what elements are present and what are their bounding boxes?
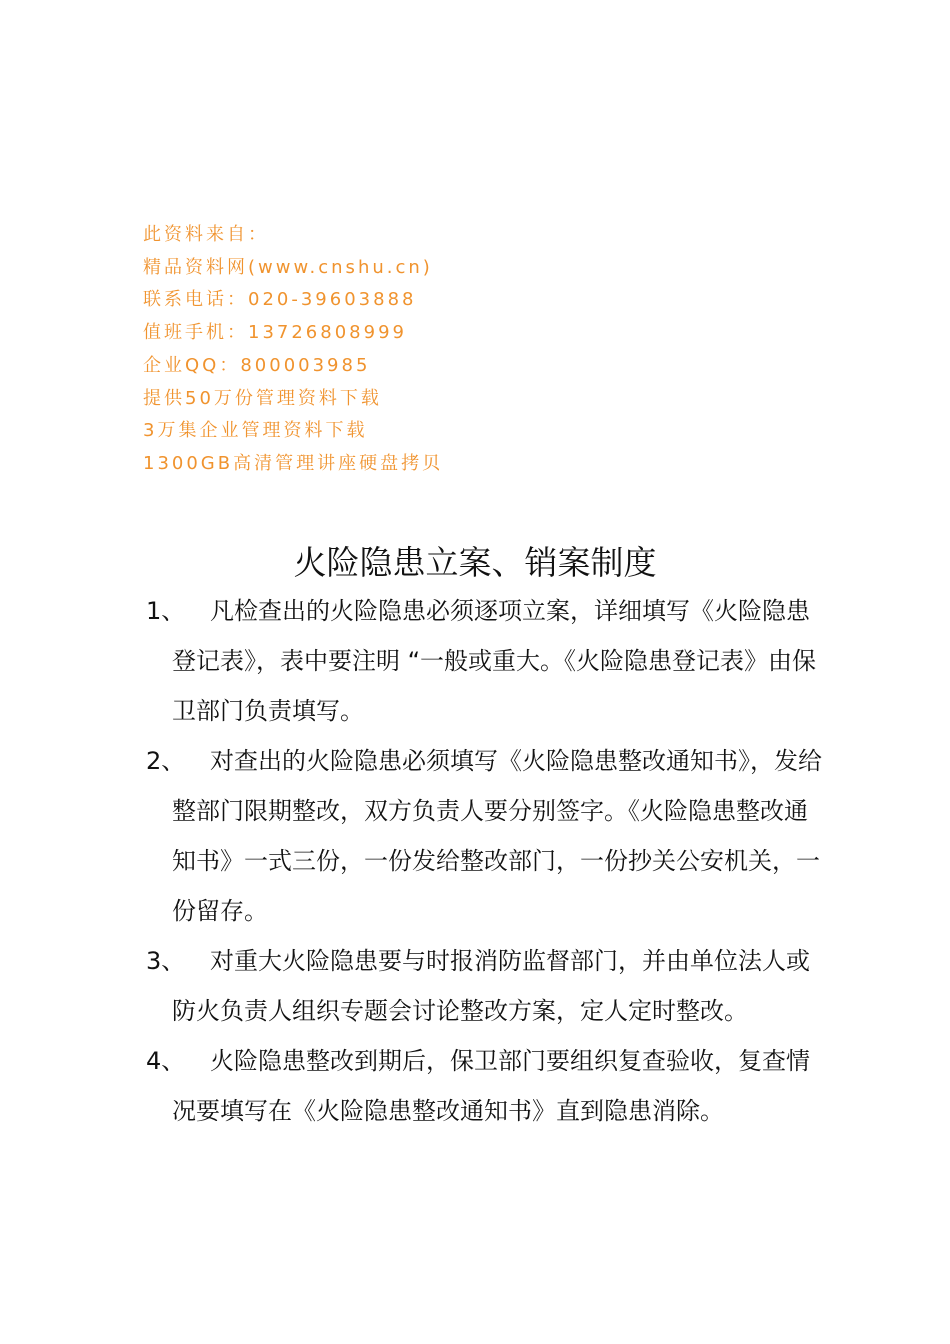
rule-item <box>143 736 823 936</box>
rule-number: 1、 <box>146 597 186 625</box>
source-line: 3万集企业管理资料下载 <box>143 420 368 442</box>
source-line: 1300GB高清管理讲座硬盘拷贝 <box>143 452 444 474</box>
source-line: 此资料来自： <box>143 224 269 245</box>
source-line: 联系电话：020-39603888 <box>143 289 417 311</box>
rule-text: 凡检查出的火险隐患必须逐项立案，详细填写《火险隐患登记表》，表中要注明 “一般或重大。《火险隐患登记表》由保卫部门负责填写。 <box>172 597 817 725</box>
rule-list <box>143 586 823 1136</box>
source-line: 值班手机：13726808999 <box>143 322 407 344</box>
rule-text: 对重大火险隐患要与时报消防监督部门，并由单位法人或防火负责人组织专题会讨论整改方案，定人定时整改。 <box>172 947 810 1025</box>
source-info-block <box>143 219 663 481</box>
document-title: 火险隐患立案、销案制度 <box>293 543 657 582</box>
rule-item <box>143 586 823 736</box>
rule-item <box>143 1036 823 1136</box>
rule-text: 火险隐患整改到期后，保卫部门要组织复查验收，复查情况要填写在《火险隐患整改通知书》直到隐患消除。 <box>172 1047 810 1125</box>
source-line: 精品资料网(www.cnshu.cn) <box>143 256 433 278</box>
rule-text: 对查出的火险隐患必须填写《火险隐患整改通知书》，发给整部门限期整改，双方负责人要分别签字。《火险隐患整改通知书》一式三份，一份发给整改部门，一份抄关公安机关，一份留存。 <box>172 747 822 925</box>
rule-item <box>143 936 823 1036</box>
source-line: 企业QQ：800003985 <box>143 354 371 376</box>
rule-number: 4、 <box>146 1047 186 1075</box>
rule-number: 3、 <box>146 947 186 975</box>
rule-number: 2、 <box>146 747 186 775</box>
source-line: 提供50万份管理资料下载 <box>143 387 382 409</box>
